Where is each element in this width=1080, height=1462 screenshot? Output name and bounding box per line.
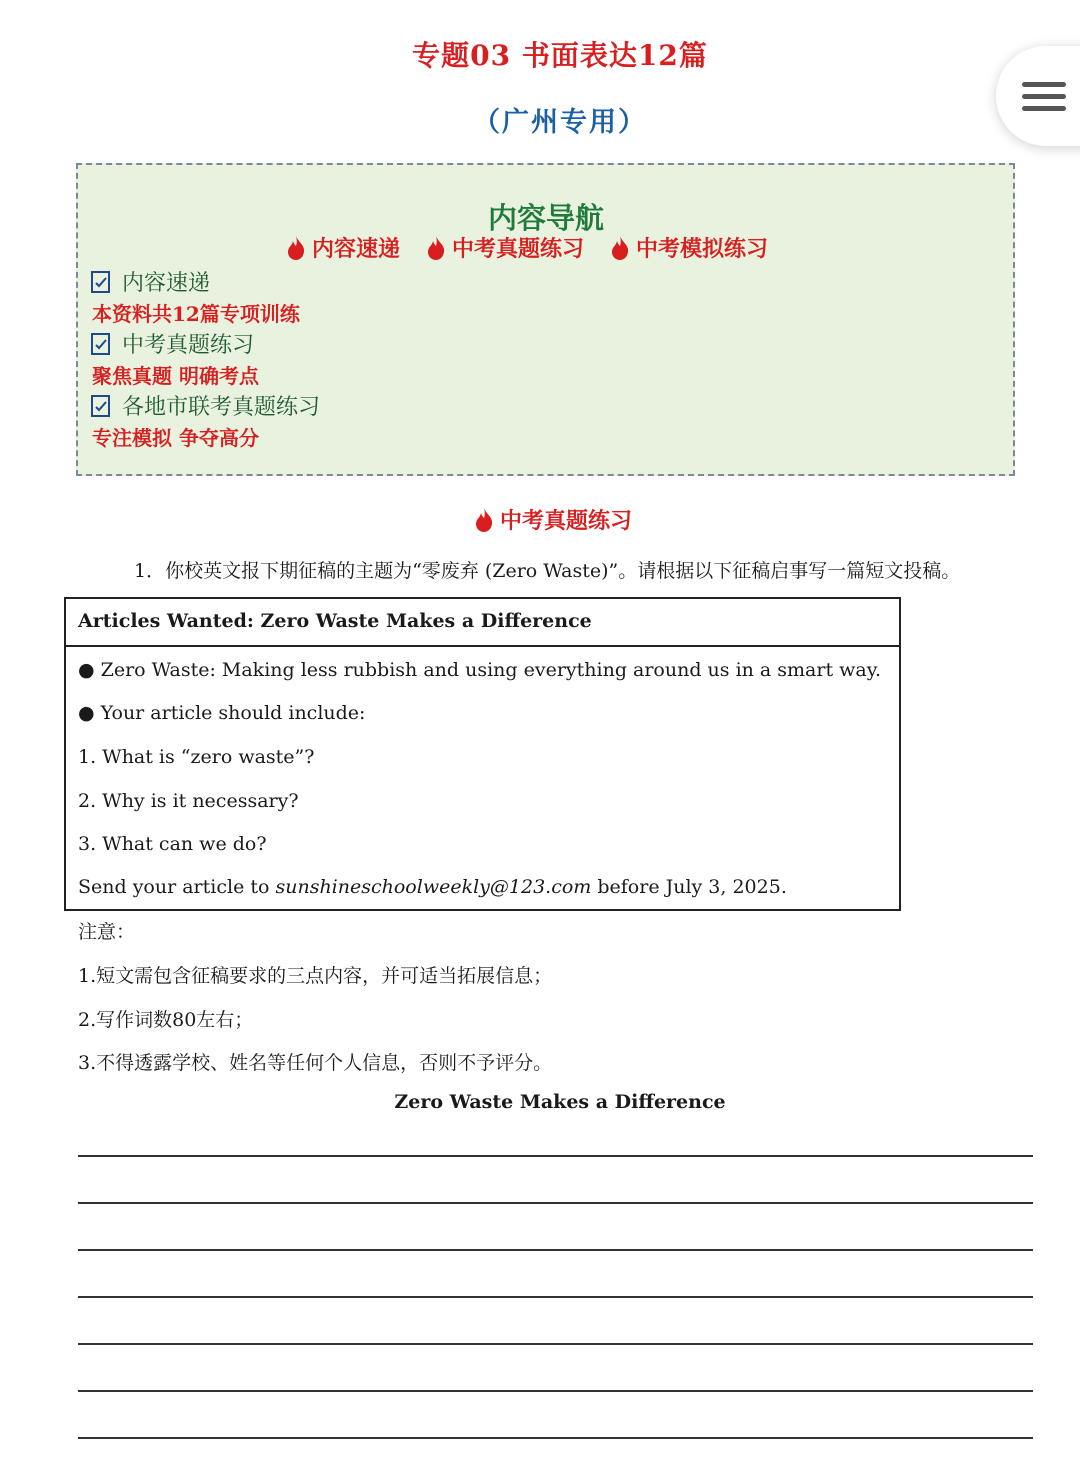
notice-send-line <box>78 876 787 898</box>
note-item: 2.写作词数80左右； <box>78 1009 254 1031</box>
flame-icon <box>426 235 446 261</box>
nav-tab-label: 中考真题练习 <box>452 236 585 262</box>
notice-point: 1. What is “zero waste”? <box>78 746 315 768</box>
writing-line[interactable] <box>78 1390 1033 1392</box>
flame-icon <box>474 507 494 533</box>
nav-tabs <box>286 232 768 263</box>
nav-item-regional-exam[interactable] <box>90 390 320 421</box>
note-item: 1.短文需包含征稿要求的三点内容，并可适当拓展信息； <box>78 965 553 987</box>
articles-wanted-heading: Articles Wanted: Zero Waste Makes a Difference <box>66 599 899 647</box>
hamburger-menu-icon-bar <box>1022 94 1066 99</box>
nav-item-description: 专注模拟 争夺高分 <box>92 426 259 450</box>
section-heading <box>474 504 632 535</box>
writing-line[interactable] <box>78 1296 1033 1298</box>
nav-item-description: 本资料共12篇专项训练 <box>92 302 300 326</box>
nav-item-real-exam[interactable] <box>90 328 254 359</box>
section-heading-label: 中考真题练习 <box>500 508 633 534</box>
nav-item-label: 内容速递 <box>122 271 211 296</box>
document-check-icon <box>90 332 112 356</box>
articles-wanted-box <box>64 597 901 911</box>
send-prefix: Send your article to <box>78 876 276 898</box>
submission-email[interactable]: sunshineschoolweekly@123.com <box>275 876 592 898</box>
notes-label: 注意： <box>78 921 136 943</box>
page-title: 专题03 书面表达12篇 <box>412 39 708 72</box>
note-item: 3.不得透露学校、姓名等任何个人信息，否则不予评分。 <box>78 1052 553 1074</box>
nav-title: 内容导航 <box>487 201 604 235</box>
nav-item-label: 中考真题练习 <box>122 333 255 358</box>
nav-item-label: 各地市联考真题练习 <box>122 395 321 420</box>
writing-line[interactable] <box>78 1437 1033 1439</box>
nav-item-description: 聚焦真题 明确考点 <box>92 364 259 388</box>
flame-icon <box>610 235 630 261</box>
nav-tab-mock-exam[interactable] <box>610 232 768 263</box>
writing-line[interactable] <box>78 1202 1033 1204</box>
writing-line[interactable] <box>78 1155 1033 1157</box>
hamburger-menu-icon-bar <box>1022 106 1066 111</box>
nav-tab-real-exam[interactable] <box>426 232 584 263</box>
document-check-icon <box>90 270 112 294</box>
send-suffix: before July 3, 2025. <box>591 876 787 898</box>
notice-bullet: ● Your article should include: <box>78 702 366 724</box>
essay-title: Zero Waste Makes a Difference <box>394 1091 726 1113</box>
question-text: 1．你校英文报下期征稿的主题为“零废弃 (Zero Waste)”。请根据以下征稿启事写一篇短文投稿。 <box>134 560 961 582</box>
nav-item-content-express[interactable] <box>90 266 210 297</box>
notice-point: 3. What can we do? <box>78 833 267 855</box>
nav-tab-label: 中考模拟练习 <box>636 236 769 262</box>
nav-tab-content-express[interactable] <box>286 232 400 263</box>
notice-point: 2. Why is it necessary? <box>78 790 299 812</box>
writing-line[interactable] <box>78 1343 1033 1345</box>
document-check-icon <box>90 394 112 418</box>
notice-bullet: ● Zero Waste: Making less rubbish and using everything around us in a smart way. <box>78 659 881 681</box>
nav-tab-label: 内容速递 <box>312 236 401 262</box>
writing-line[interactable] <box>78 1249 1033 1251</box>
hamburger-menu-icon <box>1022 82 1066 87</box>
flame-icon <box>286 235 306 261</box>
page-subtitle: （广州专用） <box>473 107 647 138</box>
